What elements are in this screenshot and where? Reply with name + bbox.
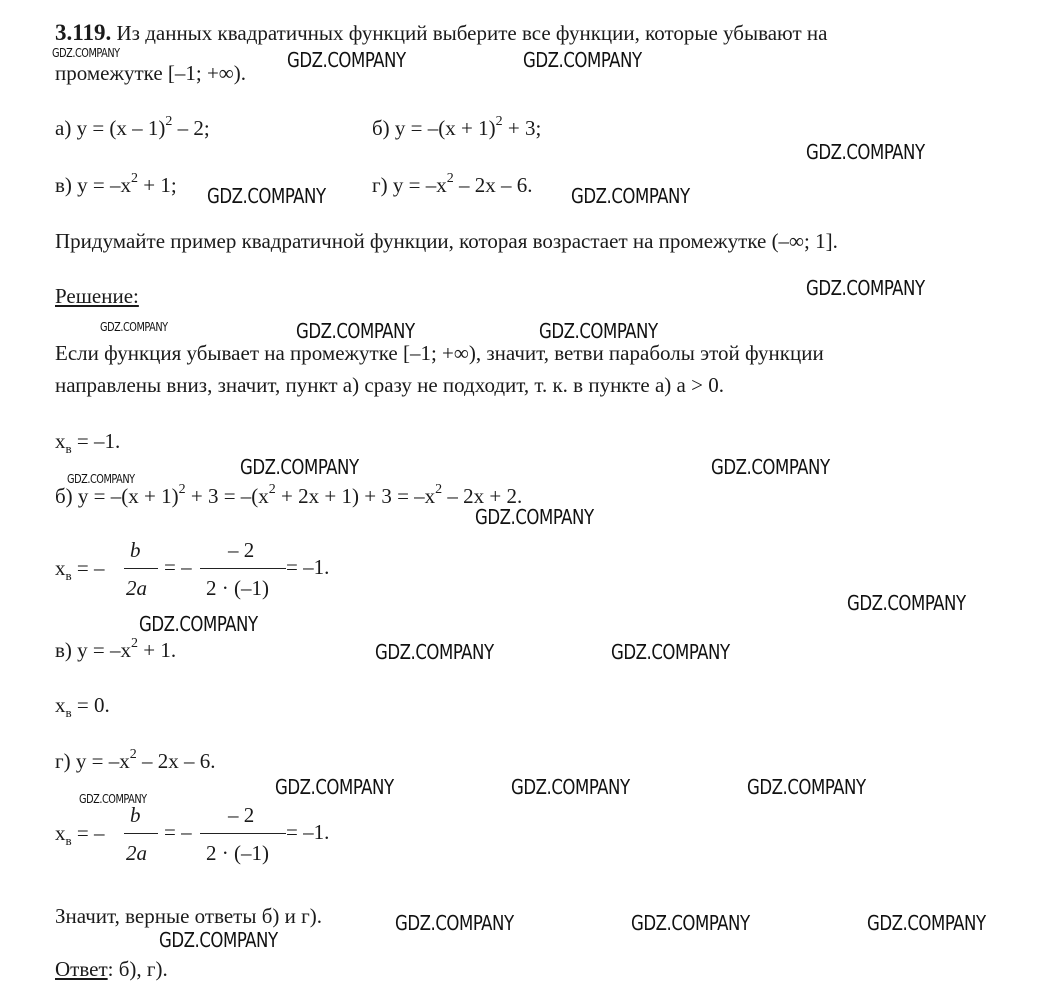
problem-line-1 xyxy=(55,20,827,46)
watermark: GDZ.COMPANY xyxy=(806,276,925,300)
watermark: GDZ.COMPANY xyxy=(67,472,135,486)
option-a: а) y = (x – 1)$^2$ – 2; xyxy=(55,114,210,140)
watermark: GDZ.COMPANY xyxy=(631,911,750,935)
watermark: GDZ.COMPANY xyxy=(375,640,494,664)
problem-text-1: Из данных квадратичных функций выберите все функции, которые убывают на xyxy=(116,21,828,45)
formula1-den-2a: 2a xyxy=(126,576,147,600)
watermark: GDZ.COMPANY xyxy=(275,775,394,799)
answer-value: : б), г). xyxy=(107,957,168,981)
formula1-bar-2 xyxy=(200,568,286,569)
formula2-num-b: b xyxy=(130,803,141,827)
watermark: GDZ.COMPANY xyxy=(571,184,690,208)
formula2-bar-2 xyxy=(200,833,286,834)
watermark: GDZ.COMPANY xyxy=(159,928,278,952)
watermark: GDZ.COMPANY xyxy=(395,911,514,935)
answer xyxy=(55,956,168,982)
formula2-den-2: 2 · (–1) xyxy=(206,841,269,865)
option-b: б) $y = -(x + 1)^2 + 3$; xyxy=(372,114,542,140)
formula2-bar-1 xyxy=(124,833,158,834)
formula1-bar-1 xyxy=(124,568,158,569)
watermark: GDZ.COMPANY xyxy=(847,591,966,615)
watermark: GDZ.COMPANY xyxy=(523,48,642,72)
solution-para-2: направлены вниз, значит, пункт а) сразу не подходит, т. к. в пункте а) a > 0. xyxy=(55,373,724,397)
watermark: GDZ.COMPANY xyxy=(867,911,986,935)
vertex-x-1: $x_в = -1$. xyxy=(55,429,121,457)
vertex-x-2-label: $x_в$ = – xyxy=(55,556,105,584)
formula2-result: = –1. xyxy=(286,820,330,844)
watermark: GDZ.COMPANY xyxy=(52,46,120,60)
formula2-den-2a: 2a xyxy=(126,841,147,865)
watermark: GDZ.COMPANY xyxy=(511,775,630,799)
vertex-x-4-label: $x_в$ = – xyxy=(55,821,105,849)
watermark: GDZ.COMPANY xyxy=(806,140,925,164)
problem-line-2: промежутке [–1; +∞). xyxy=(55,61,247,85)
solution-v-line: в) $y = -x^2 + 1$. xyxy=(55,636,177,662)
formula1-num-b: b xyxy=(130,538,141,562)
problem-number: 3.119. xyxy=(55,20,112,45)
watermark: GDZ.COMPANY xyxy=(711,455,830,479)
invent-task: Придумайте пример квадратичной функции, которая возрастает на промежутке (–∞; 1]. xyxy=(55,229,838,253)
watermark: GDZ.COMPANY xyxy=(79,792,147,806)
watermark: GDZ.COMPANY xyxy=(296,319,415,343)
formula1-den-2: 2 · (–1) xyxy=(206,576,269,600)
solution-heading: Решение: xyxy=(55,284,139,308)
watermark: GDZ.COMPANY xyxy=(475,505,594,529)
solution-para-1: Если функция убывает на промежутке [–1; +∞), значит, ветви параболы этой функции xyxy=(55,341,824,365)
solution-b-line: б) $y = -(x + 1)^2 + 3 = -(x^2 + 2x + 1) + 3 = -x^2 - 2x + 2$. xyxy=(55,482,523,508)
watermark: GDZ.COMPANY xyxy=(207,184,326,208)
watermark: GDZ.COMPANY xyxy=(240,455,359,479)
watermark: GDZ.COMPANY xyxy=(611,640,730,664)
formula1-result: = –1. xyxy=(286,555,330,579)
answer-label: Ответ xyxy=(55,957,108,981)
watermark: GDZ.COMPANY xyxy=(747,775,866,799)
formula1-eq: = – xyxy=(164,555,192,579)
formula1-num-2: – 2 xyxy=(228,538,255,562)
watermark: GDZ.COMPANY xyxy=(539,319,658,343)
solution-g-line: г) $y = -x^2 - 2x - 6$. xyxy=(55,747,216,773)
formula2-num-2: – 2 xyxy=(228,803,255,827)
watermark: GDZ.COMPANY xyxy=(139,612,258,636)
watermark: GDZ.COMPANY xyxy=(287,48,406,72)
option-v: в) $y = -x^2 + 1$; xyxy=(55,171,177,197)
vertex-x-3: $x_в = 0$. xyxy=(55,693,110,721)
formula2-eq: = – xyxy=(164,820,192,844)
conclusion: Значит, верные ответы б) и г). xyxy=(55,904,322,928)
watermark: GDZ.COMPANY xyxy=(100,320,168,334)
option-g: г) $y = -x^2 - 2x - 6$. xyxy=(372,171,533,197)
